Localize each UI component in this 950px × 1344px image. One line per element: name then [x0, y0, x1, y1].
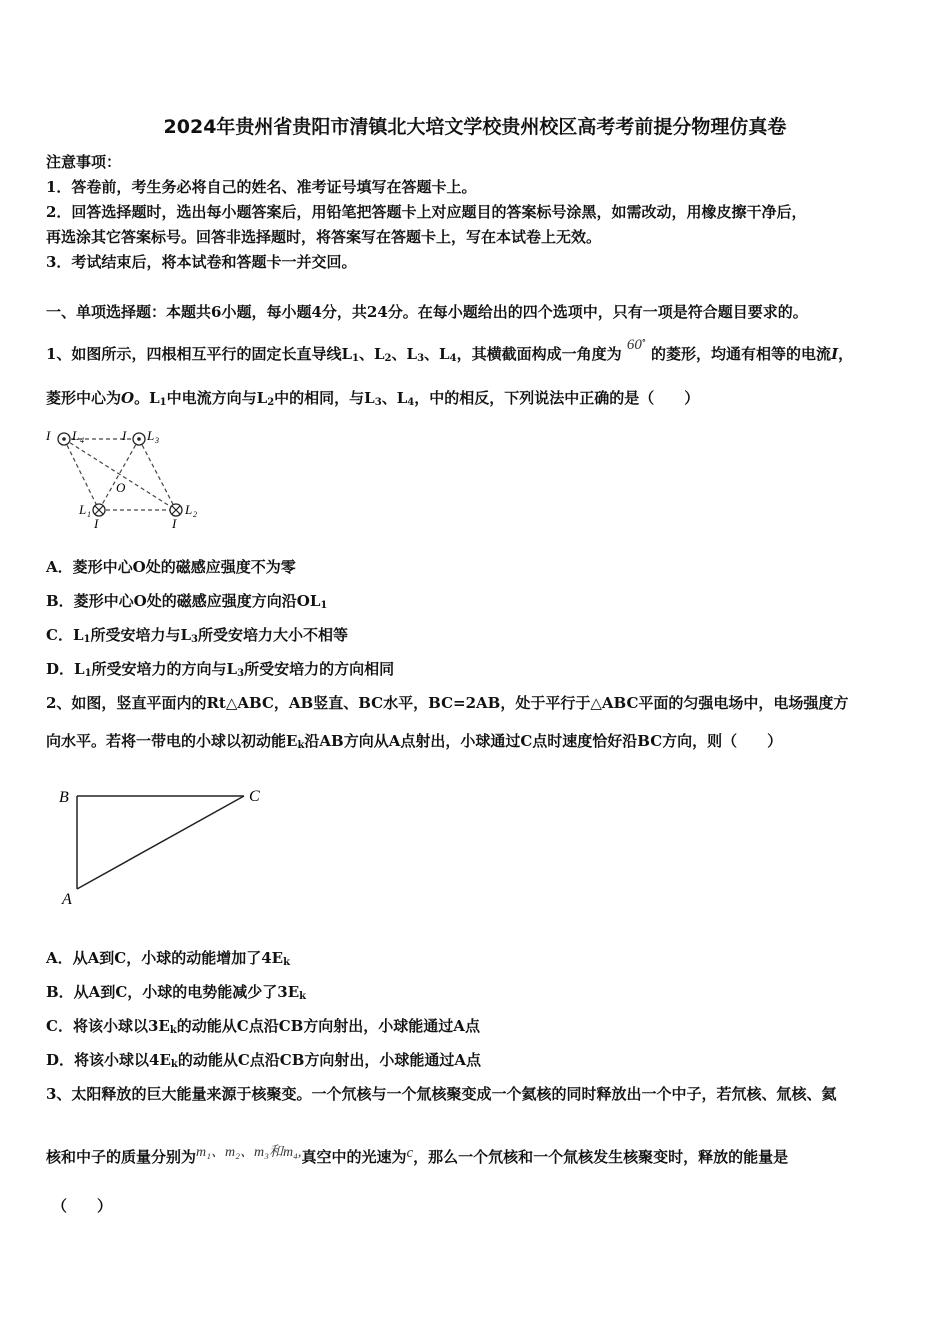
q2-option-d: D．将该小球以$4E_k$的动能从C点沿CB方向射出，小球能通过A点 [46, 1051, 482, 1070]
q1-stem-line1: 1、如图所示，四根相互平行的固定长直导线$L_1$、$L_2$、$L_3$、$L_4$，其横截面构成一角度为 60° 的菱形，均通有相等的电流I， [46, 337, 854, 364]
fig1-label-i-l4: I [46, 428, 51, 443]
q2-triangle-figure [50, 776, 280, 911]
fig1-label-l4-sub: 4 [80, 436, 84, 445]
fig1-label-l2: L [185, 502, 193, 517]
q2-option-c: C．将该小球以$3E_k$的动能从C点沿CB方向射出，小球能通过A点 [46, 1017, 480, 1036]
q3-stem-line1: 3、太阳释放的巨大能量来源于核聚变。一个氘核与一个氚核聚变成一个氦核的同时释放出一个中子，若氘核、氚核、氦 [46, 1085, 837, 1103]
q2-option-b: B．从A到C，小球的电势能减少了$3E_k$ [46, 983, 307, 1002]
angle-60: 60 [626, 337, 642, 353]
fig1-label-l3-sub: 3 [155, 436, 159, 445]
fig1-label-i-l3: I [122, 428, 127, 443]
mass-symbols: m₁、m₂、m₃和m₄, [196, 1145, 302, 1160]
fig1-label-l1-sub: 1 [87, 510, 91, 519]
q3-answer-paren: （ ） [52, 1197, 113, 1215]
notice-item-1: 1．答卷前，考生务必将自己的姓名、准考证号填写在答题卡上。 [46, 178, 477, 196]
side-ac [77, 796, 244, 889]
notice-heading: 注意事项： [46, 153, 122, 171]
wire-l4 [58, 433, 70, 445]
q1-rhombus-figure [44, 420, 214, 535]
fig1-label-l1: L [79, 502, 87, 517]
vertex-a-label: A [62, 891, 72, 908]
wire-l1 [93, 504, 105, 516]
fig1-label-l3: L [147, 428, 155, 443]
fig1-label-o: O [116, 480, 126, 495]
notice-item-2a: 2．回答选择题时，选出每小题答案后，用铅笔把答题卡上对应题目的答案标号涂黑，如需改动，用橡皮擦干净后， [46, 203, 807, 221]
notice-item-2b: 再选涂其它答案标号。回答非选择题时，将答案写在答题卡上，写在本试卷上无效。 [46, 228, 602, 246]
fig1-label-i-l2: I [172, 516, 177, 531]
q1-option-b: B．菱形中心O处的磁感应强度方向沿$OL_1$ [46, 592, 328, 611]
wire-l3 [133, 433, 145, 445]
q2-option-a: A．从A到C，小球的动能增加了$4E_k$ [46, 949, 291, 968]
wire-l2 [170, 504, 182, 516]
q3-stem-line2: 核和中子的质量分别为m₁、m₂、m₃和m₄,真空中的光速为c，那么一个氘核和一个氚核发生核聚变时，释放的能量是 [46, 1145, 789, 1166]
q1-stem-line2: 菱形中心为O。$L_1$中电流方向与$L_2$中的相同，与$L_3$、$L_4$，中的相反，下列说法中正确的是（ ） [46, 389, 700, 408]
fig1-label-l2-sub: 2 [193, 510, 197, 519]
q2-stem-line2: 向水平。若将一带电的小球以初动能$E_k$沿AB方向从A点射出，小球通过C点时速度恰好沿BC方向，则（ ） [46, 732, 783, 751]
q1-option-d: D．$L_1$所受安培力的方向与$L_3$所受安培力的方向相同 [46, 660, 395, 679]
q2-stem-line1: 2、如图，竖直平面内的Rt△ABC，AB竖直、BC水平，BC=2AB，处于平行于△ABC平面的匀强电场中，电场强度方 [46, 694, 849, 712]
fig1-label-i-l1: I [94, 516, 99, 531]
notice-item-3: 3．考试结束后，将本试卷和答题卡一并交回。 [46, 253, 357, 271]
light-speed-symbol: c [406, 1145, 414, 1161]
q1-option-c: C．$L_1$所受安培力与$L_3$所受安培力大小不相等 [46, 626, 349, 645]
page-title: 2024年贵州省贵阳市清镇北大培文学校贵州校区高考考前提分物理仿真卷 [163, 116, 787, 138]
fig1-label-l4: L [72, 428, 80, 443]
vertex-c-label: C [249, 788, 260, 805]
vertex-b-label: B [59, 789, 69, 806]
q1-option-a: A．菱形中心O处的磁感应强度不为零 [46, 558, 296, 576]
section-heading: 一、单项选择题：本题共6小题，每小题4分，共24分。在每小题给出的四个选项中，只有一项是符合题目要求的。 [46, 303, 808, 321]
